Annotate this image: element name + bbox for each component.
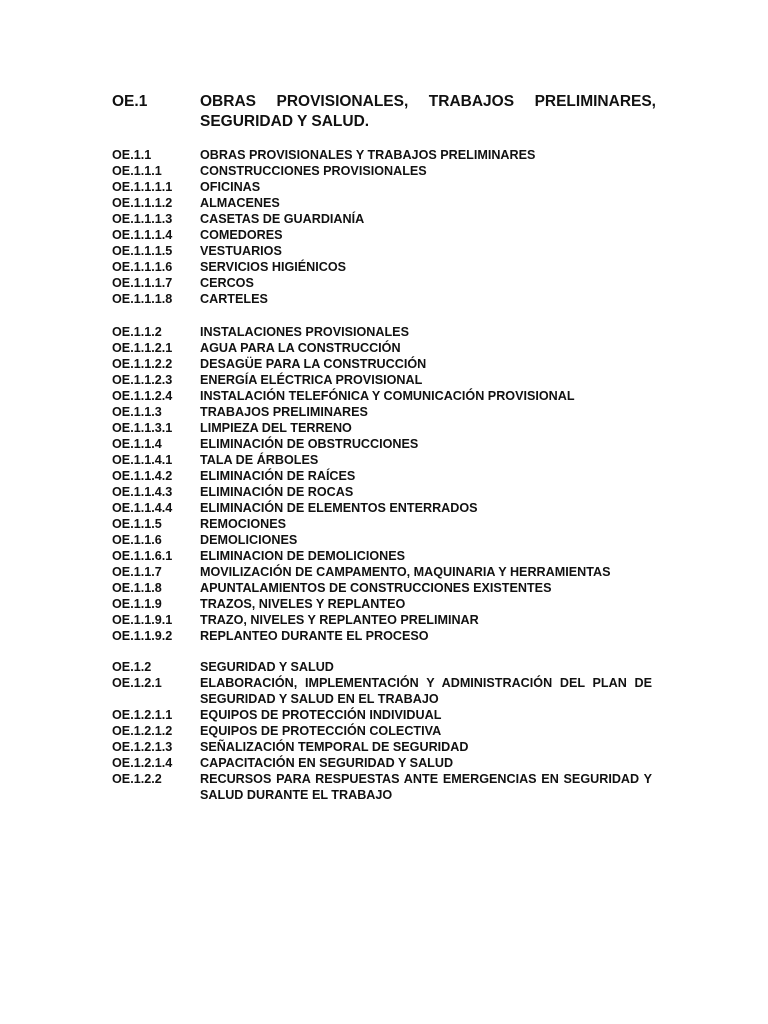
- item-text: SERVICIOS HIGIÉNICOS: [200, 260, 347, 274]
- item-text: ELIMINACIÓN DE ELEMENTOS ENTERRADOS: [200, 501, 478, 515]
- item-code: OE.1.1.9.1: [112, 613, 173, 627]
- item-text: INSTALACIONES PROVISIONALES: [200, 325, 409, 339]
- section-heading: [112, 92, 656, 132]
- outline-item: [112, 452, 652, 468]
- outline-item: [112, 500, 652, 516]
- item-text: COMEDORES: [200, 228, 283, 242]
- item-text: CARTELES: [200, 292, 268, 306]
- item-text: SEGURIDAD Y SALUD: [200, 660, 334, 674]
- outline-item: [112, 755, 652, 771]
- outline-item: [112, 356, 652, 372]
- outline-item: [112, 179, 652, 195]
- outline-item: [112, 628, 652, 644]
- item-code: OE.1.1.8: [112, 581, 162, 595]
- section-title: OBRAS PROVISIONALES, TRABAJOS PRELIMINARES, SEGURIDAD Y SALUD.: [200, 93, 656, 130]
- item-code: OE.1.1.4.3: [112, 485, 173, 499]
- item-code: OE.1.1.1.1: [112, 180, 173, 194]
- item-code: OE.1.1.1.6: [112, 260, 173, 274]
- item-code: OE.1.1.9.2: [112, 629, 173, 643]
- item-code: OE.1.2.1.3: [112, 740, 173, 754]
- item-text: OFICINAS: [200, 180, 261, 194]
- item-code: OE.1.1.7: [112, 565, 162, 579]
- item-text: TRAZOS, NIVELES Y REPLANTEO: [200, 597, 406, 611]
- outline-item: [112, 771, 652, 803]
- item-text: ELIMINACION DE DEMOLICIONES: [200, 549, 406, 563]
- item-text: ALMACENES: [200, 196, 280, 210]
- outline-item: [112, 243, 652, 259]
- item-text: DEMOLICIONES: [200, 533, 298, 547]
- item-text: TRABAJOS PRELIMINARES: [200, 405, 368, 419]
- item-text: LIMPIEZA DEL TERRENO: [200, 421, 352, 435]
- outline-item: [112, 195, 652, 211]
- outline-item: [112, 259, 652, 275]
- item-code: OE.1.2: [112, 660, 152, 674]
- item-code: OE.1.1.5: [112, 517, 162, 531]
- outline-item: [112, 163, 652, 179]
- item-text: REPLANTEO DURANTE EL PROCESO: [200, 629, 429, 643]
- item-code: OE.1.1.1.5: [112, 244, 173, 258]
- outline-item: [112, 468, 652, 484]
- item-code: OE.1.2.1.2: [112, 724, 173, 738]
- item-text: RECURSOS PARA RESPUESTAS ANTE EMERGENCIAS EN SEGURIDAD Y SALUD DURANTE EL TRABAJO: [200, 772, 652, 802]
- item-code: OE.1.2.1.1: [112, 708, 173, 722]
- item-text: APUNTALAMIENTOS DE CONSTRUCCIONES EXISTENTES: [200, 581, 552, 595]
- item-text: OBRAS PROVISIONALES Y TRABAJOS PRELIMINARES: [200, 148, 536, 162]
- outline-item: [112, 147, 652, 163]
- outline-item: [112, 516, 652, 532]
- item-text: CONSTRUCCIONES PROVISIONALES: [200, 164, 427, 178]
- item-code: OE.1.1.6.1: [112, 549, 173, 563]
- outline-item: [112, 659, 652, 675]
- item-code: OE.1.1.3.1: [112, 421, 173, 435]
- item-text: TALA DE ÁRBOLES: [200, 453, 319, 467]
- item-text: TRAZO, NIVELES Y REPLANTEO PRELIMINAR: [200, 613, 479, 627]
- item-code: OE.1.1: [112, 148, 152, 162]
- item-code: OE.1.1.1.4: [112, 228, 173, 242]
- item-text: ELABORACIÓN, IMPLEMENTACIÓN Y ADMINISTRACIÓN DEL PLAN DE SEGURIDAD Y SALUD EN EL TRABAJO: [200, 676, 652, 706]
- item-code: OE.1.1.2.2: [112, 357, 173, 371]
- item-text: INSTALACIÓN TELEFÓNICA Y COMUNICACIÓN PROVISIONAL: [200, 389, 575, 403]
- item-text: CAPACITACIÓN EN SEGURIDAD Y SALUD: [200, 756, 454, 770]
- outline-item: [112, 484, 652, 500]
- item-text: AGUA PARA LA CONSTRUCCIÓN: [200, 341, 401, 355]
- item-text: ELIMINACIÓN DE ROCAS: [200, 485, 354, 499]
- outline-item: [112, 275, 652, 291]
- outline-item: [112, 372, 652, 388]
- item-code: OE.1.1.1.2: [112, 196, 173, 210]
- section-code: OE.1: [112, 93, 148, 110]
- item-text: ELIMINACIÓN DE RAÍCES: [200, 469, 356, 483]
- item-code: OE.1.1.4.4: [112, 501, 173, 515]
- item-text: VESTUARIOS: [200, 244, 282, 258]
- outline-item: [112, 436, 652, 452]
- item-code: OE.1.1.2: [112, 325, 162, 339]
- item-code: OE.1.1.6: [112, 533, 162, 547]
- outline-item: [112, 739, 652, 755]
- item-text: CASETAS DE GUARDIANÍA: [200, 212, 365, 226]
- outline-item: [112, 596, 652, 612]
- item-text: ELIMINACIÓN DE OBSTRUCCIONES: [200, 437, 419, 451]
- outline-item: [112, 580, 652, 596]
- outline-item: [112, 532, 652, 548]
- item-text: MOVILIZACIÓN DE CAMPAMENTO, MAQUINARIA Y HERRAMIENTAS: [200, 565, 611, 579]
- outline-item: [112, 548, 652, 564]
- item-text: ENERGÍA ELÉCTRICA PROVISIONAL: [200, 373, 423, 387]
- item-code: OE.1.1.9: [112, 597, 162, 611]
- item-text: EQUIPOS DE PROTECCIÓN COLECTIVA: [200, 724, 442, 738]
- outline-item: [112, 707, 652, 723]
- item-code: OE.1.1.1.8: [112, 292, 173, 306]
- outline-item: [112, 227, 652, 243]
- item-code: OE.1.1.1.7: [112, 276, 173, 290]
- item-code: OE.1.1.3: [112, 405, 162, 419]
- item-text: CERCOS: [200, 276, 254, 290]
- item-code: OE.1.2.1.4: [112, 756, 173, 770]
- item-code: OE.1.1.2.4: [112, 389, 173, 403]
- outline-item: [112, 211, 652, 227]
- outline-item: [112, 564, 652, 580]
- item-code: OE.1.2.2: [112, 772, 162, 786]
- item-text: EQUIPOS DE PROTECCIÓN INDIVIDUAL: [200, 708, 442, 722]
- outline-item: [112, 723, 652, 739]
- item-code: OE.1.1.2.3: [112, 373, 173, 387]
- outline-item: [112, 324, 652, 340]
- outline-item: [112, 675, 652, 707]
- item-text: REMOCIONES: [200, 517, 287, 531]
- outline-item: [112, 420, 652, 436]
- item-code: OE.1.1.1.3: [112, 212, 173, 226]
- outline-item: [112, 612, 652, 628]
- outline-item: [112, 291, 652, 307]
- item-code: OE.1.1.4: [112, 437, 162, 451]
- item-code: OE.1.1.1: [112, 164, 162, 178]
- item-code: OE.1.1.4.2: [112, 469, 173, 483]
- item-text: SEÑALIZACIÓN TEMPORAL DE SEGURIDAD: [200, 740, 469, 754]
- item-code: OE.1.2.1: [112, 676, 162, 690]
- outline-item: [112, 388, 652, 404]
- outline-item: [112, 404, 652, 420]
- item-code: OE.1.1.2.1: [112, 341, 173, 355]
- item-text: DESAGÜE PARA LA CONSTRUCCIÓN: [200, 357, 427, 371]
- item-code: OE.1.1.4.1: [112, 453, 173, 467]
- outline-item: [112, 340, 652, 356]
